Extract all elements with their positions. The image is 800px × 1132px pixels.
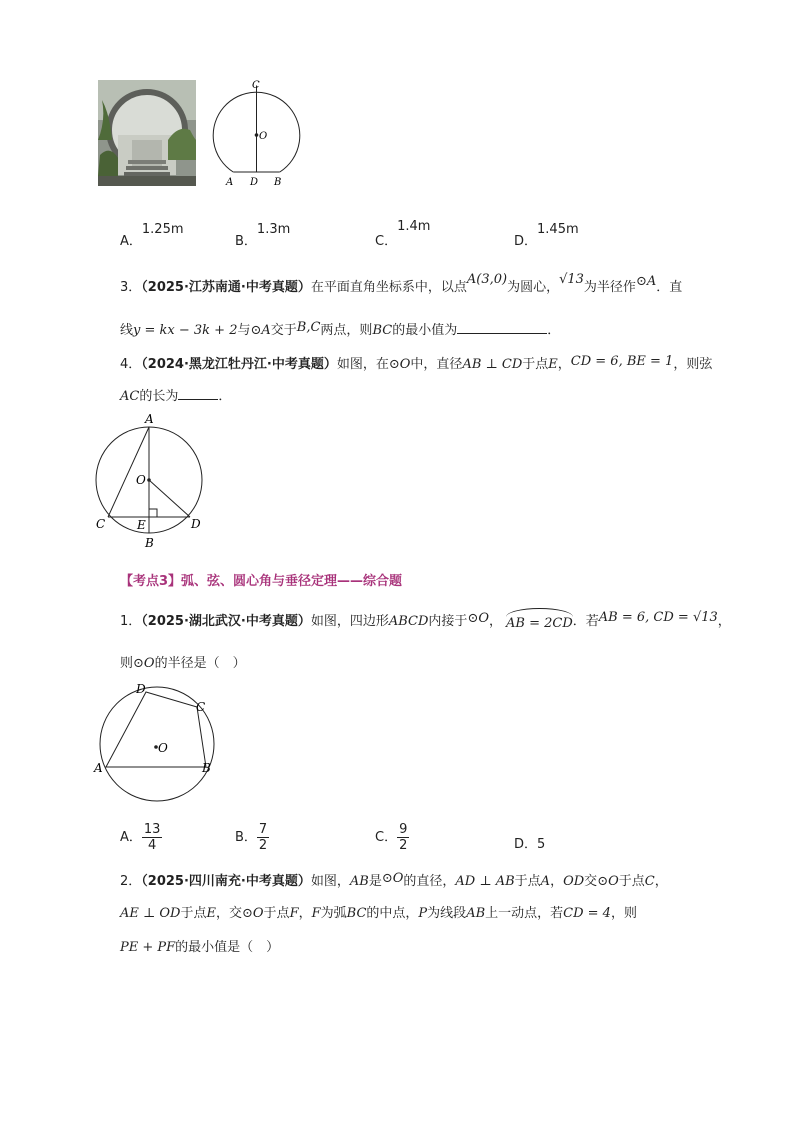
q4-label-a: A [145,412,154,426]
s2-point-f: F [289,906,299,921]
s2-text: 于点 [618,874,645,889]
s2-line1 [120,872,668,892]
s1-line2 [120,654,246,674]
q3-text: 两点，则 [320,323,373,338]
s1-number: 1． [120,614,142,629]
q4-answer-blank[interactable] [178,385,218,400]
prev-option-c-value: 1.4m [397,219,431,234]
s2-ab: AB [466,906,486,921]
s2-text: 的中点， [366,906,419,921]
s2-expression: PE + PF [120,940,176,955]
s1-text: 如图，四边形 [310,614,389,629]
s1-arc-equals: = 2 [524,616,553,631]
q4-text: ． [218,389,232,404]
s1-option-a-key: A． [120,830,142,845]
prev-option-b[interactable] [235,218,291,249]
s1-text: 的半径是（ ） [154,656,246,671]
q3-text: 交于 [270,323,297,338]
s1-option-b-denominator: 2 [258,838,268,853]
arch-label-d: D [250,177,259,188]
q4-values: CD = 6, BE = 1 [570,354,674,369]
s2-point-a: A [540,874,551,889]
prev-option-a-key: A． [120,234,142,249]
s2-text: 的直径， [403,874,456,889]
prev-option-d-key: D． [514,234,538,249]
s1-option-a-denominator: 4 [148,838,157,853]
q3-circle: ⊙A [250,323,271,338]
s1-option-c-fraction [397,822,409,853]
s2-bc: BC [346,906,367,921]
s1-line1 [120,612,731,632]
q3-point-a: A(3,0) [466,272,508,287]
arch-label-a: A [226,177,234,188]
s2-condition1: AD ⊥ AB [455,874,515,889]
s1-source: （2025·湖北武汉·中考真题） [141,614,311,629]
q4-segment-od [149,480,190,517]
q4-label-e: E [137,518,146,532]
q4-source: （2024·黑龙江牡丹江·中考真题） [141,357,337,372]
q4-ac: AC [120,389,140,404]
s1-label-a: A [94,761,103,775]
s2-od: OD [563,874,585,889]
q3-text: ．直 [656,280,683,295]
s1-circle: ⊙O [133,656,155,671]
s1-option-d[interactable] [514,833,545,852]
section-heading: 【考点3】弧、弦、圆心角与垂径定理——综合题 [120,574,403,589]
s2-line2 [120,904,637,924]
arch-label-o: O [259,131,268,142]
q3-line2 [120,319,560,341]
s2-source: （2025·四川南充·中考真题） [141,874,311,889]
s2-ab: AB [349,874,369,889]
q4-condition: AB ⊥ CD [462,357,523,372]
s1-text: ， [489,614,503,629]
q4-point-e: E [548,357,558,372]
q3-text: 为半径作 [583,280,636,295]
s2-text: 于点 [514,874,541,889]
arch-label-b: B [274,177,282,188]
q3-radius: √13 [559,272,584,287]
q4-line2 [120,385,231,407]
s2-point-c: C [644,874,655,889]
s1-option-b-fraction [257,822,269,853]
s2-text: ，则 [610,906,637,921]
s1-label-o: O [158,741,168,755]
s2-text: 上一动点，若 [485,906,564,921]
q4-label-c: C [96,517,106,531]
q3-line-equation: y = kx − 3k + 2 [133,323,238,338]
q3-line1 [120,272,683,298]
q3-text: 在平面直角坐标系中，以点 [310,280,467,295]
q3-text: 与 [237,323,251,338]
prev-option-a[interactable] [120,218,184,249]
moon-gate-image [98,80,196,186]
s2-circle: ⊙O [381,871,404,886]
prev-option-b-value: 1.3m [256,222,291,237]
s2-text: ，交 [215,906,242,921]
s1-label-c: C [196,700,206,714]
prev-option-c[interactable] [375,215,431,249]
s2-text: 的最小值是（ ） [175,940,280,955]
s2-cd: CD = 4 [563,906,611,921]
q3-points: B,C [296,320,321,335]
q3-text: ． [547,323,561,338]
q4-label-b: B [145,536,154,550]
s2-text: ， [550,874,564,889]
prev-option-c-key: C． [375,234,398,249]
q4-label-o: O [136,473,146,487]
arch-center-dot [255,133,259,137]
s1-label-b: B [202,761,211,775]
arch-label-c: C [252,80,260,91]
s1-values: AB = 6, CD = √13 [598,610,718,625]
s2-text: 如图， [310,874,350,889]
q4-text: 的长为 [139,389,179,404]
s1-option-c-numerator: 9 [399,822,408,837]
q3-bc: BC [372,323,393,338]
q4-circle-diagram [92,410,212,552]
s1-text: 内接于 [428,614,468,629]
s1-text: 则 [120,656,134,671]
s1-option-b-numerator: 7 [258,822,268,837]
s2-text: 于点 [180,906,207,921]
s1-arc-ab: AB [506,616,525,631]
s2-text: 于点 [263,906,290,921]
q4-number: 4． [120,357,142,372]
s1-option-b[interactable] [235,822,269,853]
s2-line3 [120,938,279,958]
q3-number: 3． [120,280,142,295]
s1-option-d-key: D． [514,837,538,852]
s2-text: 为线段 [427,906,467,921]
s2-number: 2． [120,874,142,889]
s1-option-a-numerator: 13 [143,822,161,837]
s1-arc-relation [506,616,573,631]
s2-text: 交 [584,874,598,889]
s2-point-f: F [311,906,321,921]
s1-option-c-key: C． [375,830,398,845]
q4-line1 [120,355,712,375]
prev-option-d[interactable] [514,218,579,249]
s2-text: 为弧 [320,906,347,921]
s2-circle: ⊙O [597,874,619,889]
q4-text: ，则弦 [673,357,713,372]
q4-text: 于点 [522,357,549,372]
q3-source: （2025·江苏南通·中考真题） [141,280,311,295]
q3-text: 为圆心， [507,280,560,295]
s1-option-d-value: 5 [537,837,546,852]
s1-quad-diagram [92,680,222,804]
s1-option-c[interactable] [375,822,409,853]
q4-right-angle-mark [149,509,157,517]
s2-text: ， [298,906,312,921]
s1-text: ， [717,614,731,629]
q3-text: 的最小值为 [392,323,458,338]
q4-circle: ⊙O [388,357,411,372]
s2-condition2: AE ⊥ OD [120,906,181,921]
s1-option-b-key: B． [235,830,257,845]
s2-circle: ⊙O [241,906,264,921]
q4-text: 中，直径 [410,357,463,372]
q4-text: 如图，在 [336,357,389,372]
s1-option-a[interactable] [120,822,162,853]
s2-text: 是 [368,874,382,889]
q3-circle: ⊙A [635,274,657,289]
s1-arc-overline [506,614,573,634]
q4-center-dot [147,478,151,482]
s1-option-a-fraction [142,822,163,853]
prev-option-d-value: 1.45m [537,222,579,237]
q3-answer-blank[interactable] [457,319,547,334]
s2-point-e: E [206,906,216,921]
moon-gate-photo [98,80,196,186]
q4-text: ， [557,357,571,372]
s1-text: ．若 [572,614,599,629]
s1-option-c-denominator: 2 [399,838,408,853]
q3-text: 线 [120,323,134,338]
s1-label-d: D [136,682,146,696]
s2-point-p: P [418,906,428,921]
arch-diagram [208,78,308,190]
s1-circle: ⊙O [467,611,489,626]
s2-text: ， [654,874,668,889]
s1-arc-cd: CD [552,616,573,631]
prev-option-b-key: B． [235,234,257,249]
prev-option-a-value: 1.25m [141,222,184,237]
s1-quadrilateral [106,692,206,767]
s1-quad: ABCD [388,614,429,629]
q4-label-d: D [191,517,201,531]
